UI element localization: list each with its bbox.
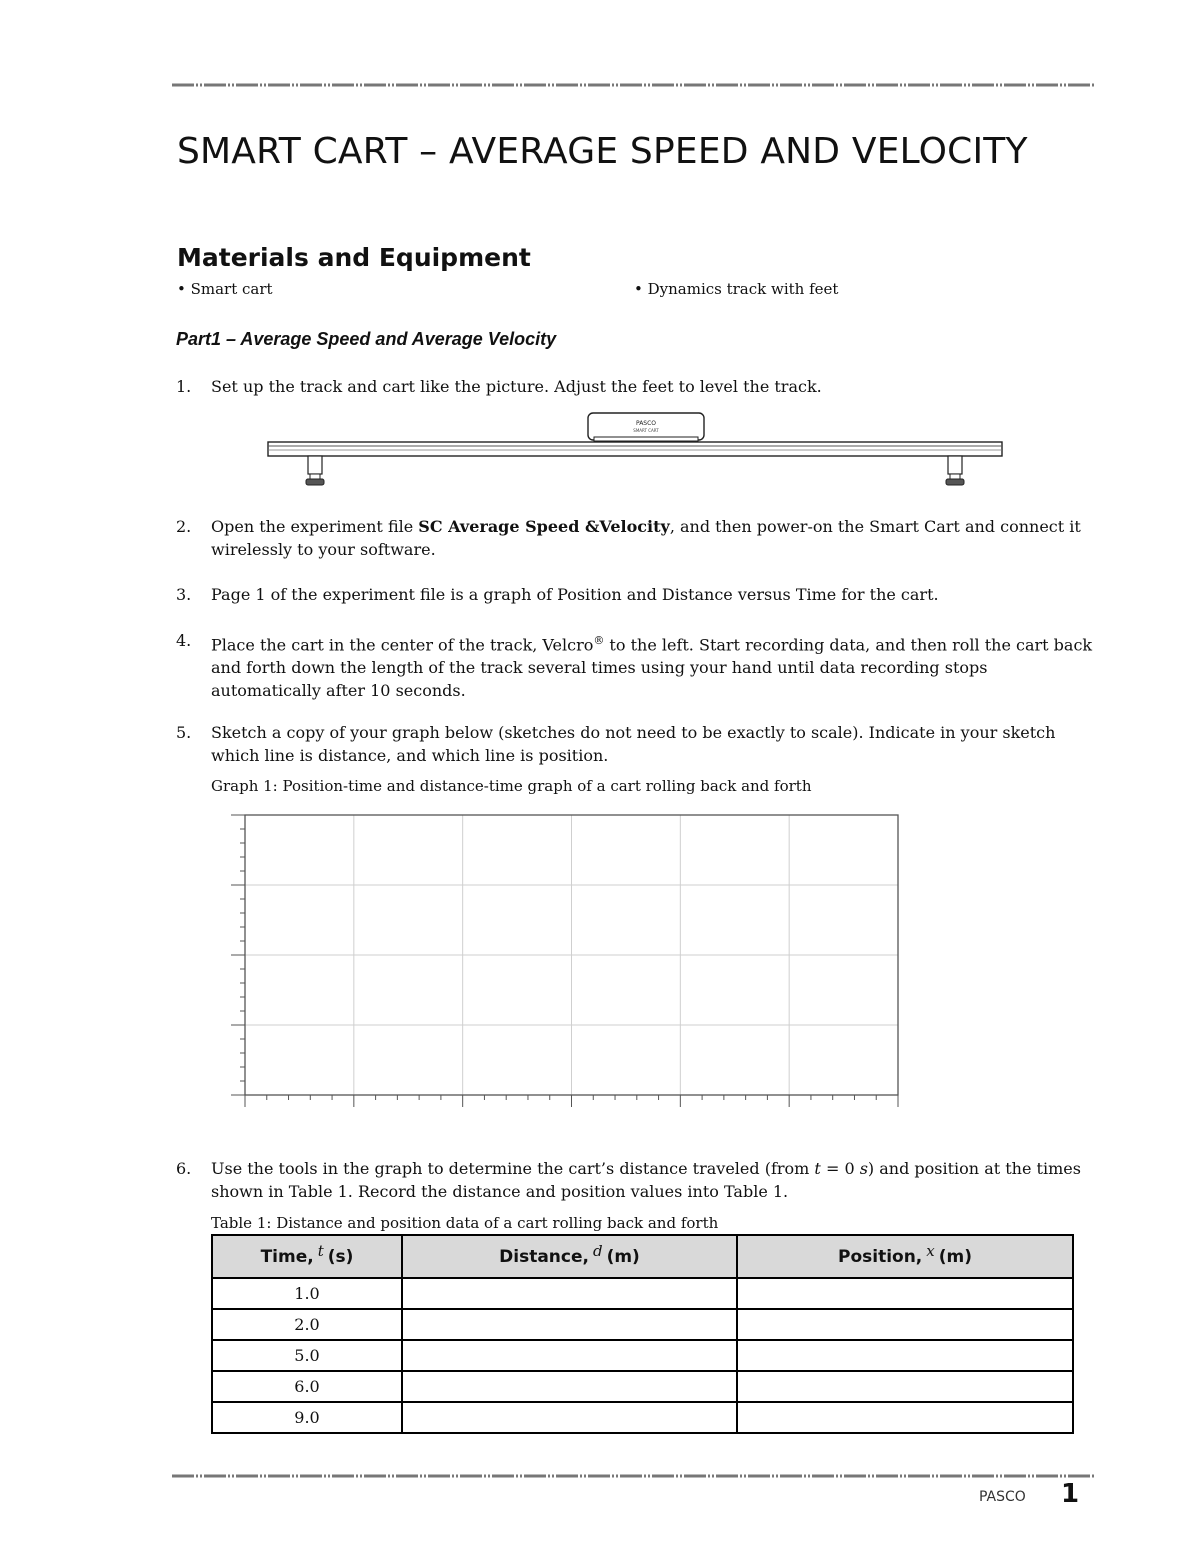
step-text: Set up the track and cart like the picture. Adjust the feet to level the track. xyxy=(211,377,822,396)
top-rule xyxy=(172,83,1096,87)
table-row xyxy=(212,1309,1073,1340)
registered-mark: ® xyxy=(593,634,605,647)
page-number: 1 xyxy=(1061,1479,1080,1509)
time-cell: 2.0 xyxy=(212,1309,402,1340)
position-cell[interactable] xyxy=(737,1371,1073,1402)
graph-sketch-area[interactable] xyxy=(228,810,904,1116)
table-caption: Table 1: Distance and position data of a cart rolling back and forth xyxy=(211,1214,719,1232)
step-text: Place the cart in the center of the track, Velcro® to the left. Start recording data, and then roll the cart back and forth down the length of the track several times using your hand until data recording stops automatically after 10 seconds. xyxy=(211,634,1093,701)
distance-cell[interactable] xyxy=(402,1278,737,1309)
time-cell: 6.0 xyxy=(212,1371,402,1402)
time-cell: 5.0 xyxy=(212,1340,402,1371)
experiment-file-name: SC Average Speed &Velocity xyxy=(418,517,670,536)
step-text: Page 1 of the experiment file is a graph of Position and Distance versus Time for the cart. xyxy=(211,585,939,604)
distance-cell[interactable] xyxy=(402,1371,737,1402)
table-row xyxy=(212,1278,1073,1309)
cart-brand-text: PASCO xyxy=(635,420,657,427)
footer-brand: PASCO xyxy=(979,1489,1026,1505)
cart-label-text: SMART CART xyxy=(633,428,659,433)
step-number: 4. xyxy=(176,631,192,650)
graph-caption: Graph 1: Position-time and distance-time graph of a cart rolling back and forth xyxy=(211,777,812,795)
smart-cart-illustration xyxy=(588,413,704,441)
distance-cell[interactable] xyxy=(402,1402,737,1433)
material-item-dynamics-track: • Dynamics track with feet xyxy=(634,280,839,298)
materials-heading: Materials and Equipment xyxy=(177,243,531,272)
step-number: 1. xyxy=(176,377,192,396)
position-cell[interactable] xyxy=(737,1309,1073,1340)
position-header: Position, x (m) xyxy=(737,1235,1073,1278)
step-text: Use the tools in the graph to determine the cart’s distance traveled (from t = 0 s) and position at the times shown in Table 1. Record the distance and position values into Table 1. xyxy=(211,1159,1081,1201)
step-number: 5. xyxy=(176,723,192,742)
time-cell: 9.0 xyxy=(212,1402,402,1433)
table-row xyxy=(212,1402,1073,1433)
time-cell: 1.0 xyxy=(212,1278,402,1309)
track-illustration xyxy=(268,442,1002,485)
table-row xyxy=(212,1340,1073,1371)
material-item-smart-cart: • Smart cart xyxy=(177,280,273,298)
step-text: Sketch a copy of your graph below (sketches do not need to be exactly to scale). Indicate in your sketch which line is distance, and which line is position. xyxy=(211,723,1056,765)
distance-header: Distance, d (m) xyxy=(402,1235,737,1278)
bottom-rule xyxy=(172,1474,1096,1478)
position-cell[interactable] xyxy=(737,1402,1073,1433)
table-row xyxy=(212,1371,1073,1402)
step-number: 3. xyxy=(176,585,192,604)
step-number: 6. xyxy=(176,1159,192,1178)
page-title: SMART CART – AVERAGE SPEED AND VELOCITY xyxy=(177,131,1028,172)
track-cart-figure xyxy=(264,410,1006,496)
step-number: 2. xyxy=(176,517,192,536)
table-header-row xyxy=(212,1235,1073,1278)
part1-heading: Part1 – Average Speed and Average Velocity xyxy=(176,329,557,349)
distance-cell[interactable] xyxy=(402,1309,737,1340)
time-header: Time, t (s) xyxy=(212,1235,402,1278)
position-cell[interactable] xyxy=(737,1278,1073,1309)
position-cell[interactable] xyxy=(737,1340,1073,1371)
data-table xyxy=(211,1234,1074,1434)
distance-cell[interactable] xyxy=(402,1340,737,1371)
step-text: Open the experiment file SC Average Speed &Velocity, and then power-on the Smart Cart and connect it wirelessly to your software. xyxy=(211,517,1081,559)
